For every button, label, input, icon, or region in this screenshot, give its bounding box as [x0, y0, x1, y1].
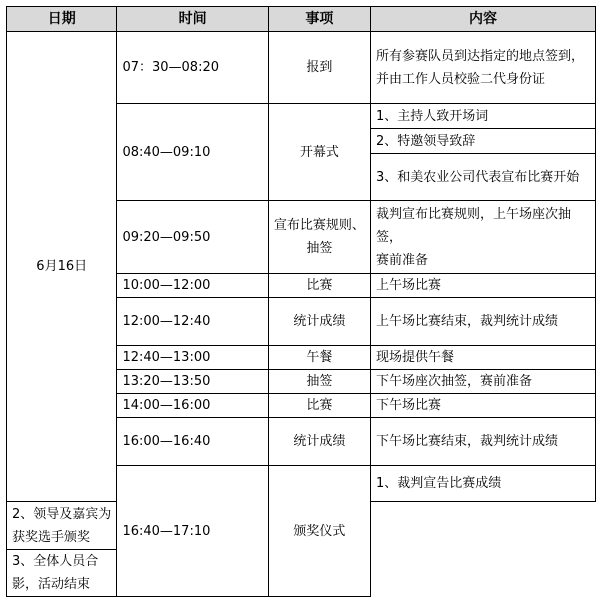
- time-cell: 08:40—09:10: [117, 104, 268, 201]
- item-cell: 比赛: [268, 394, 370, 418]
- content-cell: 1、裁判宣告比赛成绩: [371, 466, 596, 502]
- header-date: 日期: [7, 7, 117, 32]
- content-cell: [371, 201, 596, 274]
- time-cell: 10:00—12:00: [117, 274, 268, 298]
- content-cell: 下午场座次抽签，赛前准备: [371, 370, 596, 394]
- item-cell: 统计成绩: [268, 298, 370, 346]
- time-cell: 13:20—13:50: [117, 370, 268, 394]
- item-cell: 统计成绩: [268, 418, 370, 466]
- content-cell: 下午场比赛结束，裁判统计成绩: [371, 418, 596, 466]
- content-line: 裁判宣布比赛规则，上午场座次抽签，: [376, 206, 572, 245]
- time-cell: 12:00—12:40: [117, 298, 268, 346]
- header-content: 内容: [371, 7, 596, 32]
- item-cell: 颁奖仪式: [268, 466, 370, 597]
- item-cell: 比赛: [268, 274, 370, 298]
- item-cell: 开幕式: [268, 104, 370, 201]
- content-cell: 所有参赛队员到达指定的地点签到，并由工作人员校验二代身份证: [371, 32, 596, 104]
- time-cell: 12:40—13:00: [117, 346, 268, 370]
- content-line: 赛前准备: [376, 252, 429, 268]
- content-cell: 上午场比赛结束，裁判统计成绩: [371, 298, 596, 346]
- time-cell: 16:40—17:10: [117, 466, 268, 597]
- content-cell: 上午场比赛: [371, 274, 596, 298]
- table-row: [7, 32, 596, 104]
- time-cell: 09:20—09:50: [117, 201, 268, 274]
- item-cell: 宣布比赛规则、抽签: [268, 201, 370, 274]
- item-cell: 抽签: [268, 370, 370, 394]
- header-time: 时间: [117, 7, 268, 32]
- content-cell: 3、和美农业公司代表宣布比赛开始: [371, 154, 596, 201]
- time-cell: 14:00—16:00: [117, 394, 268, 418]
- item-cell: 午餐: [268, 346, 370, 370]
- content-cell: 下午场比赛: [371, 394, 596, 418]
- header-row: [7, 7, 596, 32]
- time-cell: 16:00—16:40: [117, 418, 268, 466]
- content-cell: 3、全体人员合影，活动结束: [7, 550, 117, 597]
- header-item: 事项: [268, 7, 370, 32]
- date-cell: 6月16日: [7, 32, 117, 502]
- time-cell: 07：30—08:20: [117, 32, 268, 104]
- content-cell: 1、主持人致开场词: [371, 104, 596, 129]
- schedule-table: [6, 6, 596, 597]
- content-cell: 2、特邀领导致辞: [371, 129, 596, 154]
- item-cell: 报到: [268, 32, 370, 104]
- content-cell: 现场提供午餐: [371, 346, 596, 370]
- content-cell: 2、领导及嘉宾为获奖选手颁奖: [7, 502, 117, 550]
